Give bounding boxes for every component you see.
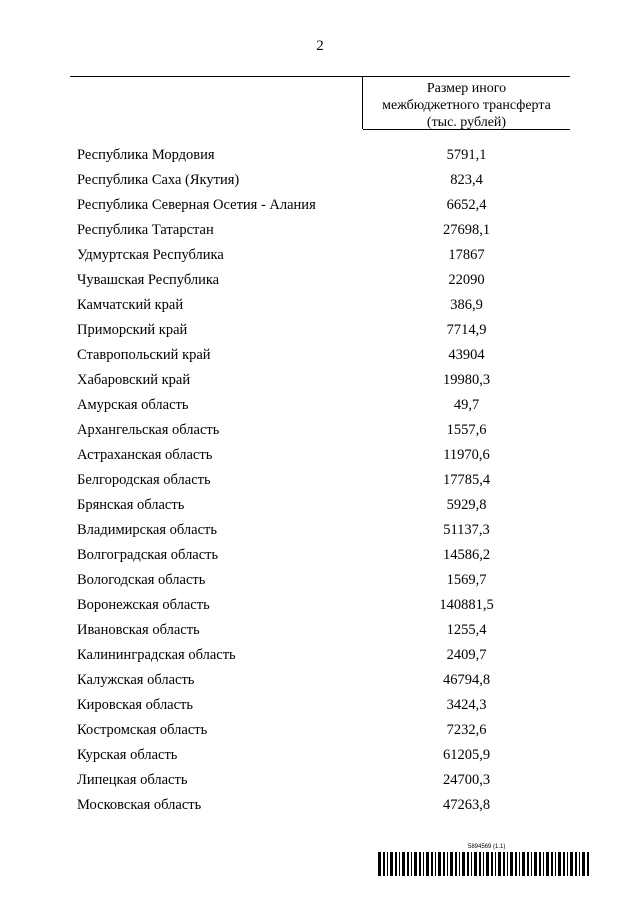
transfer-value: 5791,1 bbox=[446, 147, 487, 163]
region-name: Республика Саха (Якутия) bbox=[77, 172, 240, 188]
value-column-header-line: межбюджетного трансферта bbox=[382, 98, 551, 113]
region-name: Амурская область bbox=[77, 397, 189, 413]
transfer-value: 1569,7 bbox=[446, 572, 487, 588]
table-row bbox=[77, 518, 570, 543]
barcode-label: 5894569 (1.1) bbox=[468, 844, 506, 850]
table-row bbox=[77, 218, 570, 243]
table-row bbox=[77, 243, 570, 268]
transfer-value: 14586,2 bbox=[442, 547, 491, 563]
table-row bbox=[77, 568, 570, 593]
table-row bbox=[77, 693, 570, 718]
transfer-value: 1255,4 bbox=[446, 622, 487, 638]
table-row bbox=[77, 493, 570, 518]
transfer-value: 7714,9 bbox=[446, 322, 487, 338]
transfer-value: 17785,4 bbox=[442, 472, 491, 488]
region-name: Владимирская область bbox=[77, 522, 217, 538]
region-name: Калужская область bbox=[77, 672, 195, 688]
table-row bbox=[77, 168, 570, 193]
region-name: Калининградская область bbox=[77, 647, 236, 663]
table-row bbox=[77, 768, 570, 793]
table-row bbox=[77, 793, 570, 818]
table-row bbox=[77, 293, 570, 318]
region-name: Волгоградская область bbox=[77, 547, 219, 563]
transfer-value: 24700,3 bbox=[442, 772, 491, 788]
transfer-value: 46794,8 bbox=[442, 672, 491, 688]
transfer-value: 2409,7 bbox=[446, 647, 487, 663]
region-name: Кировская область bbox=[77, 697, 194, 713]
table-row bbox=[77, 268, 570, 293]
value-column-header-line: Размер иного bbox=[426, 81, 507, 96]
table-row bbox=[77, 618, 570, 643]
region-name: Ивановская область bbox=[77, 622, 200, 638]
region-name: Хабаровский край bbox=[77, 372, 191, 388]
transfer-value: 49,7 bbox=[453, 397, 480, 413]
transfer-value: 19980,3 bbox=[442, 372, 491, 388]
region-name: Костромская область bbox=[77, 722, 208, 738]
transfer-value: 17867 bbox=[448, 247, 485, 263]
header-underline bbox=[363, 129, 570, 130]
table-row bbox=[77, 743, 570, 768]
region-name: Курская область bbox=[77, 747, 178, 763]
region-name: Астраханская область bbox=[77, 447, 213, 463]
table-row bbox=[77, 143, 570, 168]
barcode-icon bbox=[378, 852, 590, 876]
table-row bbox=[77, 443, 570, 468]
region-name: Удмуртская Республика bbox=[77, 247, 224, 263]
transfer-value: 823,4 bbox=[450, 172, 483, 188]
region-name: Московская область bbox=[77, 797, 202, 813]
table-row bbox=[77, 393, 570, 418]
table-row bbox=[77, 193, 570, 218]
transfer-value: 47263,8 bbox=[442, 797, 491, 813]
table-row bbox=[77, 343, 570, 368]
table-row bbox=[77, 718, 570, 743]
table-row bbox=[77, 543, 570, 568]
region-name: Архангельская область bbox=[77, 422, 220, 438]
transfer-value: 140881,5 bbox=[439, 597, 494, 613]
transfer-value: 7232,6 bbox=[446, 722, 487, 738]
table-row bbox=[77, 593, 570, 618]
region-name: Чувашская Республика bbox=[77, 272, 220, 288]
transfer-value: 22090 bbox=[448, 272, 485, 288]
value-column-header-line: (тыс. рублей) bbox=[426, 115, 507, 130]
region-name: Липецкая область bbox=[77, 772, 188, 788]
region-name: Республика Северная Осетия - Алания bbox=[77, 197, 316, 213]
transfer-value: 1557,6 bbox=[446, 422, 487, 438]
table-row bbox=[77, 318, 570, 343]
transfer-value: 6652,4 bbox=[446, 197, 487, 213]
region-name: Белгородская область bbox=[77, 472, 211, 488]
table-row bbox=[77, 418, 570, 443]
value-column-header bbox=[363, 80, 570, 131]
region-name: Республика Татарстан bbox=[77, 222, 214, 238]
region-name: Вологодская область bbox=[77, 572, 206, 588]
region-name: Республика Мордовия bbox=[77, 147, 215, 163]
table-row bbox=[77, 468, 570, 493]
transfer-value: 11970,6 bbox=[443, 447, 490, 463]
transfer-value: 386,9 bbox=[450, 297, 483, 313]
region-name: Брянская область bbox=[77, 497, 185, 513]
transfer-value: 61205,9 bbox=[442, 747, 491, 763]
table-row bbox=[77, 643, 570, 668]
transfer-value: 27698,1 bbox=[442, 222, 491, 238]
table-row bbox=[77, 668, 570, 693]
transfer-value: 5929,8 bbox=[446, 497, 487, 513]
region-name: Приморский край bbox=[77, 322, 188, 338]
table-top-rule bbox=[70, 76, 570, 77]
region-name: Камчатский край bbox=[77, 297, 184, 313]
region-name: Воронежская область bbox=[77, 597, 210, 613]
table-row bbox=[77, 368, 570, 393]
transfer-value: 3424,3 bbox=[446, 697, 487, 713]
region-name: Ставропольский край bbox=[77, 347, 211, 363]
transfer-value: 51137,3 bbox=[443, 522, 490, 538]
transfer-table bbox=[77, 143, 570, 818]
page-number: 2 bbox=[316, 38, 324, 54]
transfer-value: 43904 bbox=[448, 347, 485, 363]
